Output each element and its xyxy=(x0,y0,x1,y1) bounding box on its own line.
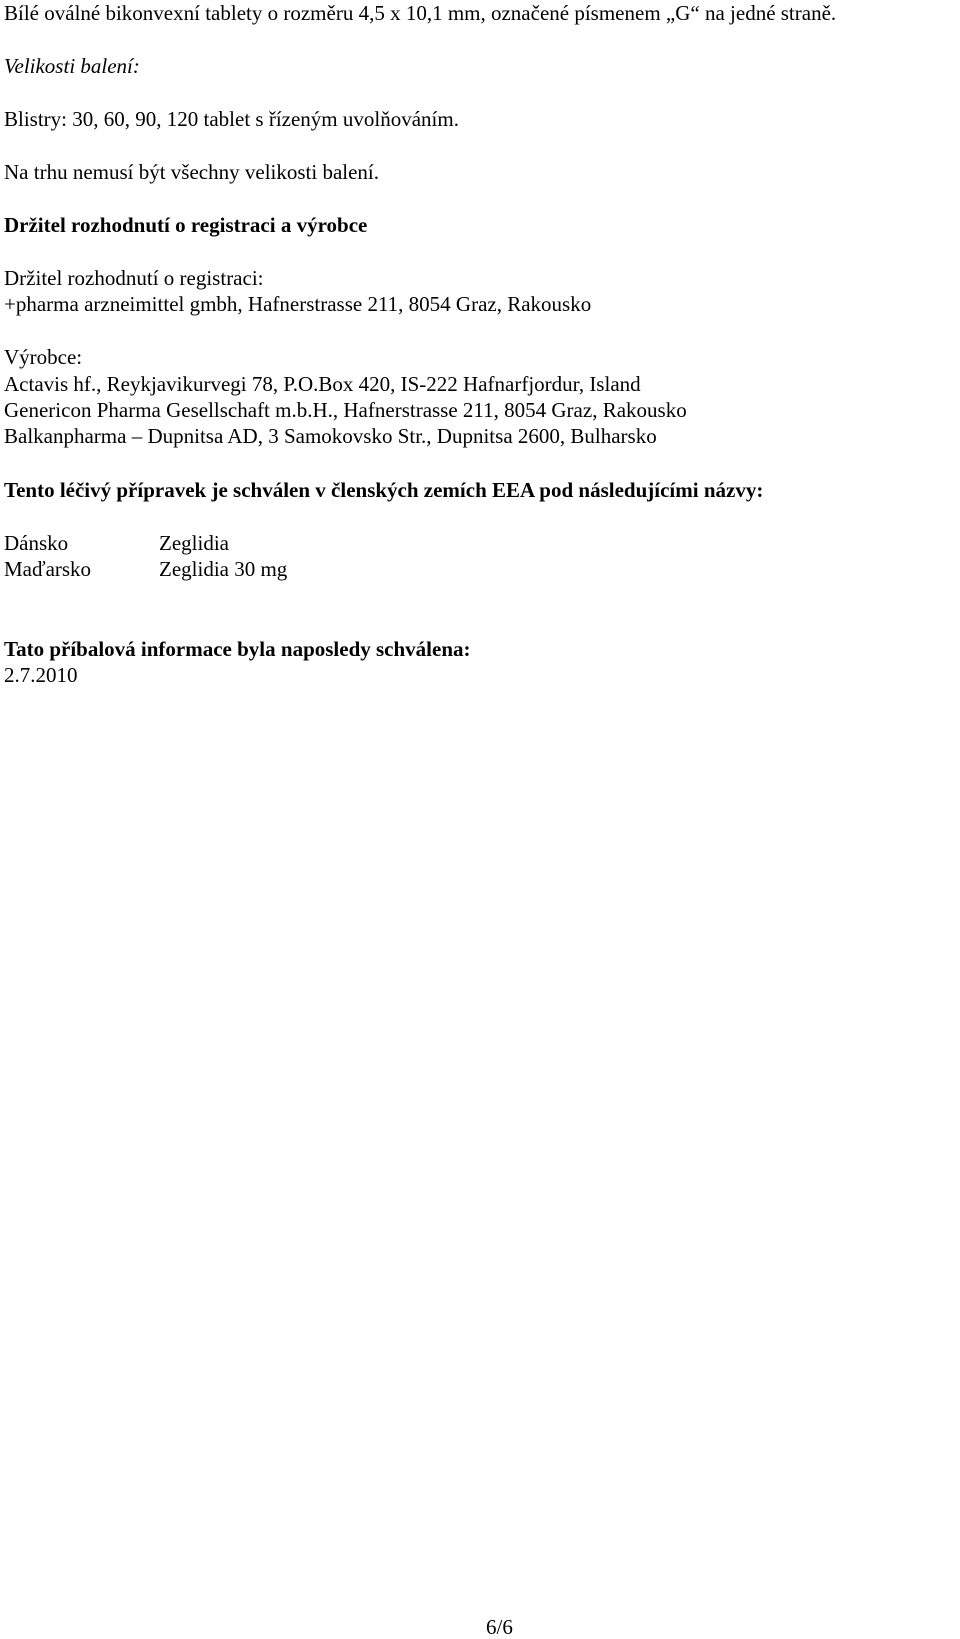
approval-date: 2.7.2010 xyxy=(4,663,78,687)
manufacturer-item: Genericon Pharma Gesellschaft m.b.H., Hafnerstrasse 211, 8054 Graz, Rakousko xyxy=(4,398,687,422)
pack-sizes-note: Na trhu nemusí být všechny velikosti balení. xyxy=(4,160,380,184)
eea-product-name: Zeglidia xyxy=(159,531,229,555)
manufacturer-item: Balkanpharma – Dupnitsa AD, 3 Samokovsko Str., Dupnitsa 2600, Bulharsko xyxy=(4,424,657,448)
pack-sizes-text: Blistry: 30, 60, 90, 120 tablet s řízeným uvolňováním. xyxy=(4,107,459,131)
page-number: 6/6 xyxy=(486,1615,513,1639)
description-line: Bílé oválné bikonvexní tablety o rozměru 4,5 x 10,1 mm, označené písmenem „G“ na jedné straně. xyxy=(4,1,837,25)
eea-country: Dánsko xyxy=(4,531,69,555)
manufacturer-item: Actavis hf., Reykjavikurvegi 78, P.O.Box 420, IS-222 Hafnarfjordur, Island xyxy=(4,372,641,396)
eea-country: Maďarsko xyxy=(4,557,92,581)
holder-label: Držitel rozhodnutí o registraci: xyxy=(4,266,264,290)
approval-heading: Tato příbalová informace byla naposledy schválena: xyxy=(4,637,471,661)
eea-product-name: Zeglidia 30 mg xyxy=(159,557,288,581)
holder-section-heading: Držitel rozhodnutí o registraci a výrobce xyxy=(4,213,368,237)
eea-section-heading: Tento léčivý přípravek je schválen v členských zemích EEA pod následujícími názvy: xyxy=(4,478,764,502)
manufacturer-label: Výrobce: xyxy=(4,345,83,369)
pack-sizes-heading: Velikosti balení: xyxy=(4,54,140,78)
holder-value: +pharma arzneimittel gmbh, Hafnerstrasse 211, 8054 Graz, Rakousko xyxy=(4,292,592,316)
